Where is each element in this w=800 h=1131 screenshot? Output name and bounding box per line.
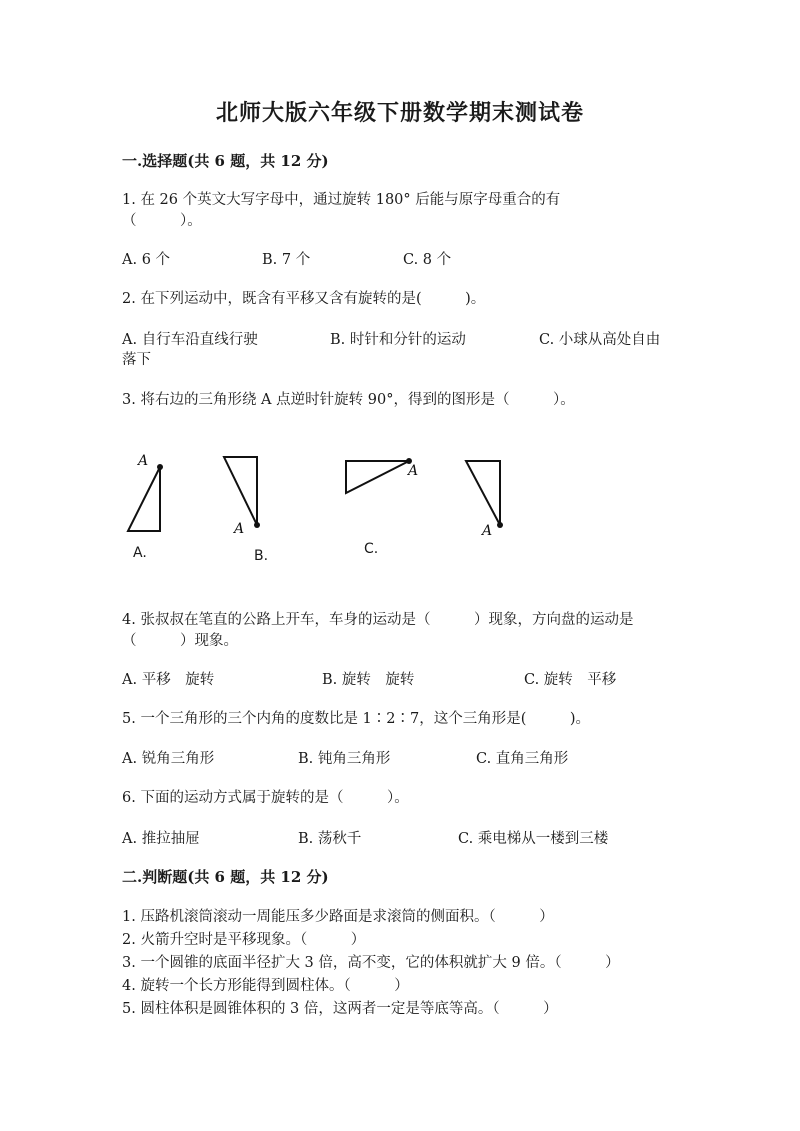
judgement-item-5: 5. 圆柱体积是圆锥体积的 3 倍，这两者一定是等底等高。（ ） [122, 1001, 558, 1017]
triangle-original [466, 461, 500, 525]
vertex-point-b [254, 522, 260, 528]
question-4-text: 4. 张叔叔在笔直的公路上开车，车身的运动是（ ）现象，方向盘的运动是 [122, 612, 634, 628]
question-3-text: 3. 将右边的三角形绕 A 点逆时针旋转 90°，得到的图形是（ ）。 [122, 392, 575, 408]
question-1-option-a: A. 6 个 [122, 252, 171, 268]
judgement-item-2: 2. 火箭升空时是平移现象。（ ） [122, 932, 366, 948]
figure-label-a: A. [133, 545, 147, 561]
vertex-label-c: A [408, 463, 419, 479]
judgement-item-4: 4. 旋转一个长方形能得到圆柱体。（ ） [122, 978, 409, 994]
question-1-option-c: C. 8 个 [403, 252, 452, 268]
judgement-item-1: 1. 压路机滚筒滚动一周能压多少路面是求滚筒的侧面积。（ ） [122, 909, 554, 925]
section-heading-judgement: 二.判断题(共 6 题，共 12 分) [122, 868, 329, 886]
question-1-text-cont: （ ）。 [122, 213, 202, 229]
question-5-text: 5. 一个三角形的三个内角的度数比是 1∶2∶7，这个三角形是( )。 [122, 711, 591, 727]
question-5-option-c: C. 直角三角形 [476, 751, 569, 767]
question-6-option-b: B. 荡秋千 [298, 831, 362, 847]
question-6-text: 6. 下面的运动方式属于旋转的是（ ）。 [122, 790, 409, 806]
question-2-option-c-wrap: 落下 [122, 352, 151, 368]
triangle-a [128, 467, 160, 531]
vertex-label-original: A [482, 523, 493, 539]
question-2-text: 2. 在下列运动中，既含有平移又含有旋转的是( )。 [122, 291, 486, 307]
question-2-option-a: A. 自行车沿直线行驶 [122, 332, 258, 348]
figure-label-c: C. [364, 541, 379, 557]
question-6-option-a: A. 推拉抽屉 [122, 831, 200, 847]
question-5-option-b: B. 钝角三角形 [298, 751, 391, 767]
vertex-point-original [497, 522, 503, 528]
triangle-b [224, 457, 257, 525]
question-3-figure [110, 445, 530, 575]
vertex-label-b: A [234, 521, 245, 537]
question-2-option-b: B. 时针和分针的运动 [330, 332, 466, 348]
question-1-text: 1. 在 26 个英文大写字母中，通过旋转 180° 后能与原字母重合的有 [122, 192, 561, 208]
question-5-option-a: A. 锐角三角形 [122, 751, 215, 767]
vertex-point-a [157, 464, 163, 470]
triangle-c [346, 461, 409, 493]
question-4-option-a: A. 平移 旋转 [122, 672, 215, 688]
question-1-option-b: B. 7 个 [262, 252, 311, 268]
figure-label-b: B. [254, 548, 269, 564]
vertex-label-a: A [138, 453, 149, 469]
question-4-text-cont: （ ）现象。 [122, 633, 238, 649]
judgement-item-3: 3. 一个圆锥的底面半径扩大 3 倍，高不变，它的体积就扩大 9 倍。（ ） [122, 955, 620, 971]
question-4-option-c: C. 旋转 平移 [524, 672, 617, 688]
page-title: 北师大版六年级下册数学期末测试卷 [215, 100, 584, 126]
question-2-option-c: C. 小球从高处自由 [539, 332, 661, 348]
question-4-option-b: B. 旋转 旋转 [322, 672, 415, 688]
section-heading-choice: 一.选择题(共 6 题，共 12 分) [122, 152, 329, 170]
question-6-option-c: C. 乘电梯从一楼到三楼 [458, 831, 609, 847]
